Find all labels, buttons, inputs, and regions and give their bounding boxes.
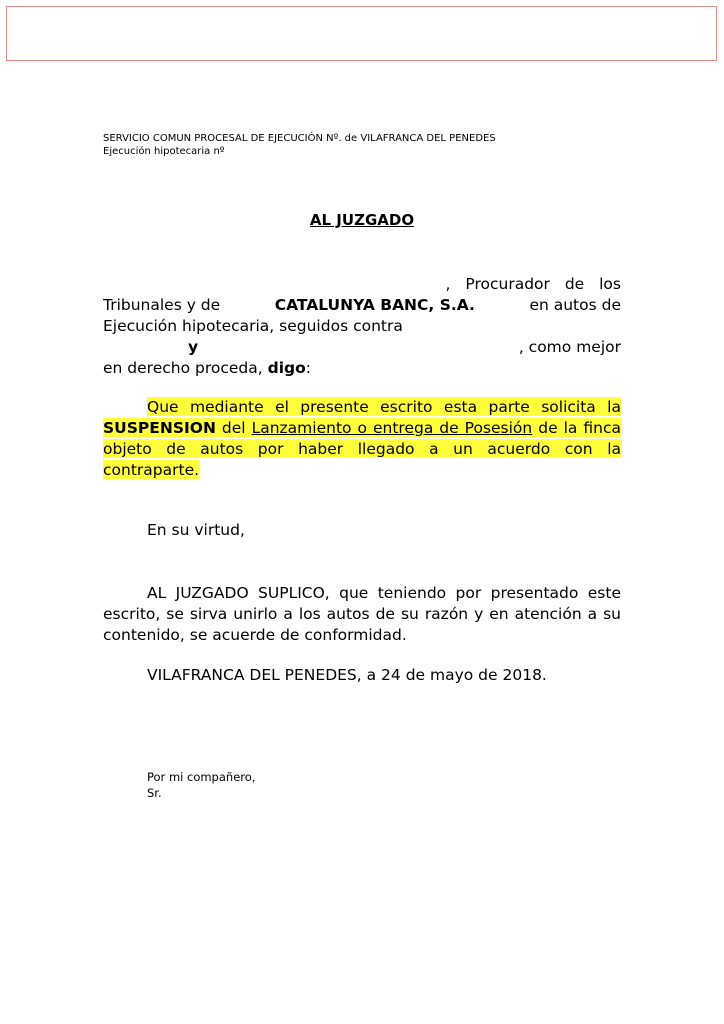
suspension-text: SUSPENSION: [103, 419, 216, 437]
header-placeholder-box: [6, 6, 717, 61]
como-mejor-text: , como mejor: [518, 338, 621, 356]
request-paragraph: [103, 397, 621, 481]
del-text: del: [215, 419, 252, 437]
date-text: VILAFRANCA DEL PENEDES, a 24 de mayo de 2018.: [147, 666, 547, 684]
date-paragraph: [103, 665, 621, 686]
request-text-2: de la finca objeto de autos por haber llegado a un acuerdo con la contraparte.: [103, 419, 622, 479]
suplico-text: AL JUZGADO SUPLICO, que teniendo por presentado este escrito, se sirva unirlo a los autos de su razón y en atención a su contenido, se acuerde de conformidad.: [103, 584, 621, 644]
virtud-paragraph: [103, 520, 621, 541]
conjunction-y: y: [188, 338, 199, 356]
bank-name: CATALUNYA BANC, S.A.: [274, 296, 475, 314]
digo-text: digo: [267, 359, 306, 377]
autos-text: en autos de: [529, 296, 621, 314]
case-type-line: Ejecución hipotecaria nº: [103, 146, 225, 157]
signature-line-2: Sr.: [147, 786, 162, 800]
suplico-paragraph: [103, 583, 621, 646]
derecho-text: en derecho proceda,: [103, 359, 263, 377]
lanzamiento-text: Lanzamiento o entrega de Posesión: [251, 419, 533, 437]
virtud-text: En su virtud,: [147, 521, 245, 539]
document-title: AL JUZGADO: [309, 211, 415, 229]
colon-text: :: [305, 359, 311, 377]
tribunales-text: Tribunales y de: [103, 296, 221, 314]
signature-block: [147, 769, 255, 801]
intro-paragraph: [103, 274, 621, 379]
signature-line-1: Por mi compañero,: [147, 770, 256, 784]
ejecucion-text: Ejecución hipotecaria, seguidos contra: [103, 317, 403, 335]
procurador-text: , Procurador de los: [445, 275, 621, 293]
court-header-line: SERVICIO COMUN PROCESAL DE EJECUCIÓN Nº. de VILAFRANCA DEL PENEDES: [103, 133, 496, 144]
request-text-1: Que mediante el presente escrito esta parte solicita la: [147, 398, 621, 416]
court-header: [103, 132, 496, 158]
